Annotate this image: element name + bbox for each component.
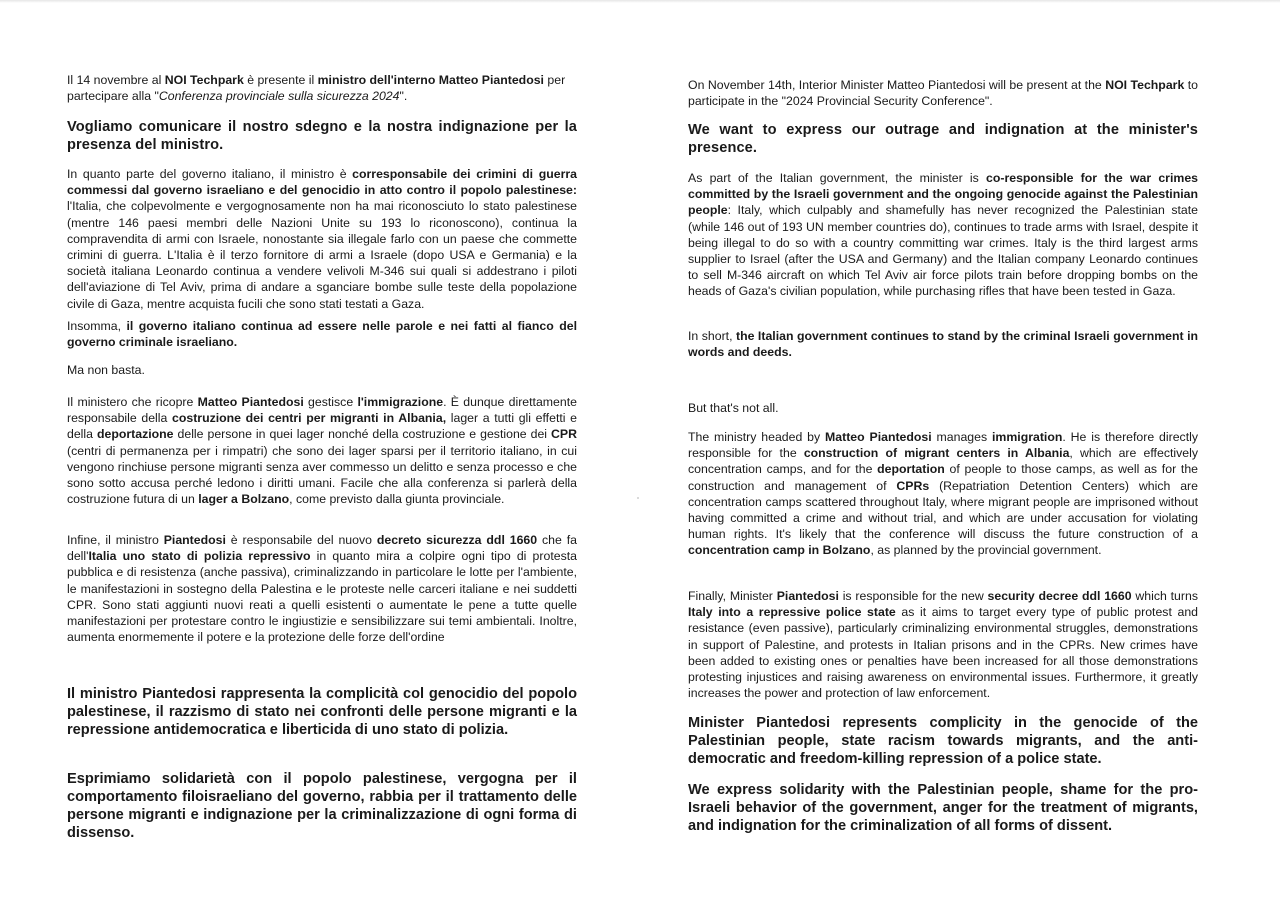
text-run: Infine, il ministro bbox=[67, 533, 164, 547]
text-run: gestisce bbox=[303, 395, 358, 409]
bold-run: deportation bbox=[877, 462, 945, 477]
text-run: In short, bbox=[688, 329, 736, 343]
text-run: (Repatriation Detention Centers) which are concentration camps scattered throughout Italy, where migrant people are imprisoned without having committed a crime and without trial, and which are under accusation for violating human rights. It's likely that the conference will discuss the future construction of a bbox=[688, 478, 1198, 542]
text-run: , as planned by the provincial government. bbox=[870, 543, 1102, 558]
text-run: Finally, Minister bbox=[688, 589, 777, 603]
bold-run: security decree ddl 1660 bbox=[987, 589, 1132, 603]
text-run: Il ministero che ricopre bbox=[67, 395, 198, 409]
bold-run: ministro dell'interno Matteo Piantedosi bbox=[317, 73, 544, 87]
it-paragraph-security-decree bbox=[67, 532, 577, 645]
text-run: , which are effectively concentration camps, and for the bbox=[688, 446, 1198, 477]
text-run: lager a tutti gli effetti e della bbox=[67, 411, 577, 442]
text-run: which turns bbox=[1131, 589, 1198, 603]
bold-run: Italy into a repressive police state bbox=[688, 605, 896, 620]
it-intro bbox=[67, 72, 577, 104]
bold-run: Matteo Piantedosi bbox=[825, 430, 932, 444]
scan-top-edge bbox=[0, 0, 1280, 3]
en-paragraph-security-decree bbox=[688, 588, 1198, 701]
bold-run: Piantedosi bbox=[776, 589, 839, 603]
text-run: as it aims to target every type of public protest and resistance (even passive), particularly criminalizing environmental struggles, demonstrations in support of Palestine, and protests in Italian prisons and in the CPRs. New crimes have been added to existing ones or penalties have been increased for all those demonstrations protesting injustices and raising awareness on environmental issues. Furthermore, it greatly increases the power and protection of law enforcement. bbox=[688, 605, 1198, 701]
text-run: On November 14th, Interior Minister Matteo Piantedosi will be present at the bbox=[688, 78, 1106, 92]
bold-run: immigration bbox=[992, 430, 1063, 444]
text-run: to participate in the "2024 Provincial Security Conference". bbox=[688, 78, 1198, 109]
text-run: in quanto mira a colpire ogni tipo di protesta pubblica e di resistenza (anche passiva), criminalizzando in particolare le lotte per l'ambiente, le manifestazioni in sostegno della Palestina e le proteste nelle carceri italiane e nei suddetti CPR. Sono stati aggiunti nuovi reati a quelli esistenti o aumentate le pene a tutte quelle manifestazioni per protestare contro le ingiustizie e sensibilizzare sui temi ambientali. Inoltre, aumenta enormemente il potere e la protezione delle forze dell'ordine bbox=[67, 549, 577, 645]
text-run: Il 14 novembre al bbox=[67, 73, 165, 87]
bold-run: Piantedosi bbox=[163, 533, 226, 547]
bold-run: costruzione dei centri per migranti in Albania, bbox=[172, 411, 447, 426]
en-heading-complicity: Minister Piantedosi represents complicity in the genocide of the Palestinian people, state racism towards migrants, and the anti-democratic and freedom-killing repression of a police state. bbox=[688, 715, 1198, 767]
it-paragraph-in-short bbox=[67, 318, 577, 350]
it-short-line: Ma non basta. bbox=[67, 363, 145, 377]
text-run: è responsabile del nuovo bbox=[225, 533, 377, 547]
text-run: The ministry headed by bbox=[688, 430, 826, 444]
en-heading-outrage: We want to express our outrage and indignation at the minister's presence. bbox=[688, 122, 1198, 156]
text-run: is responsible for the new bbox=[838, 589, 988, 603]
en-heading-solidarity: We express solidarity with the Palestinian people, shame for the pro-Israeli behavior of the government, anger for the treatment of migrants, and indignation for the criminalization of all forms of dissent. bbox=[688, 782, 1198, 834]
text-run: ". bbox=[399, 89, 408, 104]
text-run: , come previsto dalla giunta provinciale. bbox=[289, 492, 505, 507]
it-paragraph-immigration bbox=[67, 394, 577, 507]
text-run: . He is therefore directly responsible for the bbox=[688, 430, 1198, 461]
en-paragraph-immigration bbox=[688, 429, 1198, 559]
bold-run: deportazione bbox=[96, 427, 174, 442]
it-paragraph-war-crimes bbox=[67, 166, 577, 312]
en-intro bbox=[688, 77, 1198, 109]
bold-run: CPR bbox=[551, 427, 577, 442]
bold-run: NOI Techpark bbox=[164, 73, 244, 87]
en-paragraph-in-short bbox=[688, 328, 1198, 360]
scan-speck bbox=[637, 497, 639, 499]
bold-run: Matteo Piantedosi bbox=[197, 395, 304, 409]
bold-run: Italia uno stato di polizia repressivo bbox=[88, 549, 311, 564]
bold-run: lager a Bolzano bbox=[198, 492, 290, 507]
italic-run: Conferenza provinciale sulla sicurezza 2024 bbox=[158, 89, 400, 104]
bold-run: concentration camp in Bolzano bbox=[688, 543, 871, 558]
text-run: : Italy, which culpably and shamefully has never recognized the Palestinian state (while 146 out of 193 UN member countries do), continues to trade arms with Israel, despite it being illegal to do so with a country committing war crimes. Italy is the third largest arms supplier to Israel (after the USA and Germany) and the Italian company Leonardo continues to sell M-346 aircraft on which Tel Aviv air force pilots train before dropping bombs on the heads of Gaza's civilian population, while purchasing rifles that have been tested in Gaza. bbox=[688, 203, 1198, 299]
text-run: che fa dell' bbox=[67, 533, 577, 564]
bold-run: co-responsible for the war crimes committed by the Israeli government and the ongoing genocide against the Palestinian people bbox=[688, 171, 1198, 218]
en-paragraph-war-crimes bbox=[688, 170, 1198, 300]
it-heading-complicity: Il ministro Piantedosi rappresenta la complicità col genocidio del popolo palestinese, il razzismo di stato nei confronti delle persone migranti e la repressione antidemocratica e liberticida di uno stato di polizia. bbox=[67, 686, 577, 738]
bold-run: NOI Techpark bbox=[1105, 78, 1185, 92]
it-heading-solidarity: Esprimiamo solidarietà con il popolo palestinese, vergogna per il comportamento filoisraeliano del governo, rabbia per il trattamento delle persone migranti e indignazione per la criminalizzazione di ogni forma di dissenso. bbox=[67, 771, 577, 841]
text-run: . È dunque direttamente responsabile della bbox=[67, 395, 577, 426]
bold-run: decreto sicurezza ddl 1660 bbox=[376, 533, 538, 547]
text-run: of people to those camps, as well as for the construction and management of bbox=[688, 462, 1198, 493]
it-heading-outrage: Vogliamo comunicare il nostro sdegno e la nostra indignazione per la presenza del ministro. bbox=[67, 119, 577, 153]
text-run: l'Italia, che colpevolmente e vergognosamente non ha mai riconosciuto lo stato palestinese (mentre 146 paesi membri delle Nazioni Unite su 193 lo riconoscono), continua la compravendita di armi con Israele, nonostante sia illegale farlo con un paese che commette crimini di guerra. L'Italia è il terzo fornitore di armi a Israele (dopo USA e Germania) e la società italiana Leonardo continua a vendere velivoli M-346 sui quali si addestrano i piloti dell'aviazione di Tel Aviv, prima di andare a sganciare bombe sulle teste della popolazione civile di Gaza, mentre acquista fucili che sono stati testati a Gaza. bbox=[67, 199, 577, 311]
text-run: As part of the Italian government, the minister is bbox=[688, 171, 986, 185]
bold-run: construction of migrant centers in Albania bbox=[803, 446, 1070, 461]
text-run: delle persone in quei lager nonché della costruzione e gestione dei bbox=[173, 427, 552, 442]
bold-run: corresponsabile dei crimini di guerra commessi dal governo israeliano e del genocidio in atto contro il popolo palestinese: bbox=[67, 167, 577, 198]
en-short-line: But that's not all. bbox=[688, 401, 779, 415]
text-run: In quanto parte del governo italiano, il ministro è bbox=[67, 167, 353, 181]
bold-run: il governo italiano continua ad essere nelle parole e nei fatti al fianco del governo criminale israeliano. bbox=[67, 319, 577, 350]
text-run: Insomma, bbox=[67, 319, 127, 333]
text-run: per partecipare alla " bbox=[67, 73, 566, 104]
bold-run: l'immigrazione bbox=[357, 395, 444, 409]
bold-run: CPRs bbox=[896, 478, 930, 493]
bold-run: the Italian government continues to stand by the criminal Israeli government in words and deeds. bbox=[688, 329, 1199, 360]
text-run: (centri di permanenza per i rimpatri) che sono dei lager sparsi per il territorio italiano, in cui vengono rinchiuse persone migranti senza aver commesso un delitto e senza processo e che sono sotto accusa perché ledono i diritti umani. Facile che alla conferenza si parlerà della costruzione futura di un bbox=[67, 443, 577, 507]
text-run: manages bbox=[931, 430, 992, 444]
text-run: è presente il bbox=[243, 73, 318, 87]
